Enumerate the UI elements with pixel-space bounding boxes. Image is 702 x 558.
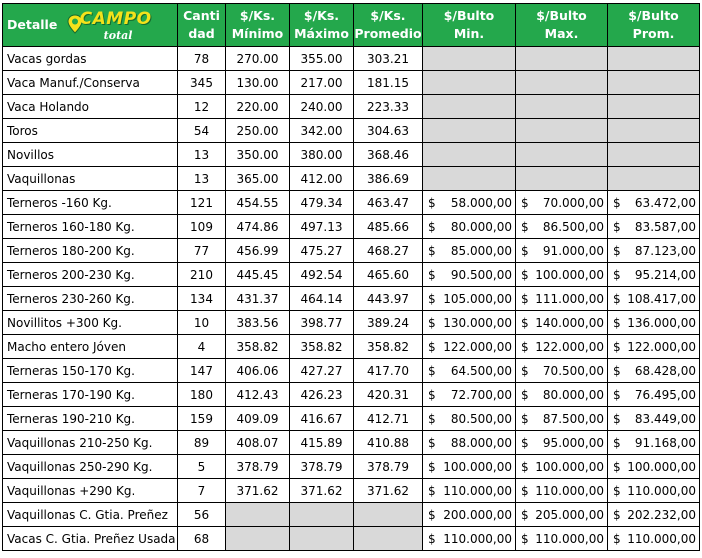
row-prom-ks: 303.21	[354, 47, 423, 71]
amount: 91.000,00	[542, 243, 604, 258]
row-bulto-prom	[608, 263, 700, 287]
row-bulto-max	[516, 431, 608, 455]
amount: 105.000,00	[443, 291, 512, 306]
table-row	[3, 455, 700, 479]
currency-symbol: $	[428, 219, 436, 234]
amount: 110.000,00	[535, 531, 604, 546]
amount: 110.000,00	[627, 531, 696, 546]
amount: 76.495,00	[634, 387, 696, 402]
row-cantidad: 159	[178, 407, 226, 431]
currency-symbol: $	[428, 411, 436, 426]
row-bulto-min	[423, 311, 516, 335]
amount: 70.000,00	[542, 195, 604, 210]
currency-symbol: $	[521, 363, 529, 378]
row-min-ks: 220.00	[226, 95, 290, 119]
row-detalle: Vaquillonas C. Gtia. Preñez	[3, 503, 178, 527]
amount: 72.700,00	[450, 387, 512, 402]
currency-symbol: $	[613, 243, 621, 258]
amount: 100.000,00	[535, 267, 604, 282]
currency-symbol: $	[613, 507, 621, 522]
amount: 122.000,00	[443, 339, 512, 354]
currency-symbol: $	[428, 363, 436, 378]
header-bulto-max: $/Bulto Max.	[516, 4, 608, 47]
currency-symbol: $	[521, 531, 529, 546]
currency-symbol: $	[521, 483, 529, 498]
row-min-ks: 371.62	[226, 479, 290, 503]
amount: 110.000,00	[443, 531, 512, 546]
row-bulto-prom	[608, 407, 700, 431]
row-prom-ks: 378.79	[354, 455, 423, 479]
empty-cell	[423, 71, 516, 95]
row-detalle: Terneras 190-210 Kg.	[3, 407, 178, 431]
row-bulto-max	[516, 311, 608, 335]
row-prom-ks: 420.31	[354, 383, 423, 407]
amount: 200.000,00	[443, 507, 512, 522]
currency-symbol: $	[428, 459, 436, 474]
row-detalle: Vacas C. Gtia. Preñez Usada	[3, 527, 178, 551]
row-prom-ks: 417.70	[354, 359, 423, 383]
row-bulto-min	[423, 479, 516, 503]
row-bulto-min	[423, 263, 516, 287]
row-max-ks: 371.62	[290, 479, 354, 503]
row-bulto-max	[516, 215, 608, 239]
row-detalle: Terneros 180-200 Kg.	[3, 239, 178, 263]
row-min-ks: 408.07	[226, 431, 290, 455]
amount: 100.000,00	[443, 459, 512, 474]
row-min-ks: 378.79	[226, 455, 290, 479]
currency-symbol: $	[428, 531, 436, 546]
empty-cell	[423, 95, 516, 119]
row-max-ks: 415.89	[290, 431, 354, 455]
currency-symbol: $	[428, 195, 436, 210]
row-min-ks: 456.99	[226, 239, 290, 263]
header-row	[3, 4, 700, 47]
row-prom-ks: 223.33	[354, 95, 423, 119]
row-max-ks: 497.13	[290, 215, 354, 239]
amount: 100.000,00	[627, 459, 696, 474]
amount: 68.428,00	[634, 363, 696, 378]
row-detalle: Toros	[3, 119, 178, 143]
row-bulto-prom	[608, 287, 700, 311]
row-detalle: Vaquillonas 250-290 Kg.	[3, 455, 178, 479]
row-bulto-prom	[608, 335, 700, 359]
row-max-ks: 464.14	[290, 287, 354, 311]
logo-main-text: CAMPO	[79, 9, 152, 29]
row-prom-ks: 181.15	[354, 71, 423, 95]
row-cantidad: 68	[178, 527, 226, 551]
amount: 91.168,00	[634, 435, 696, 450]
row-cantidad: 7	[178, 479, 226, 503]
row-min-ks: 431.37	[226, 287, 290, 311]
row-detalle: Vaquillonas 210-250 Kg.	[3, 431, 178, 455]
table-row	[3, 239, 700, 263]
row-max-ks: 355.00	[290, 47, 354, 71]
row-min-ks: 409.09	[226, 407, 290, 431]
table-row	[3, 263, 700, 287]
row-cantidad: 89	[178, 431, 226, 455]
empty-cell	[608, 143, 700, 167]
row-prom-ks: 485.66	[354, 215, 423, 239]
row-bulto-min	[423, 239, 516, 263]
currency-symbol: $	[521, 387, 529, 402]
row-bulto-prom	[608, 455, 700, 479]
row-prom-ks: 463.47	[354, 191, 423, 215]
row-detalle: Novillos	[3, 143, 178, 167]
amount: 122.000,00	[627, 339, 696, 354]
row-bulto-prom	[608, 383, 700, 407]
row-prom-ks: 389.24	[354, 311, 423, 335]
row-min-ks: 383.56	[226, 311, 290, 335]
empty-cell	[226, 527, 290, 551]
table-body	[3, 47, 700, 551]
amount: 63.472,00	[634, 195, 696, 210]
row-bulto-max	[516, 239, 608, 263]
currency-symbol: $	[613, 459, 621, 474]
header-detalle-label: Detalle	[7, 17, 58, 32]
row-max-ks: 378.79	[290, 455, 354, 479]
header-bulto-prom: $/Bulto Prom.	[608, 4, 700, 47]
amount: 100.000,00	[535, 459, 604, 474]
currency-symbol: $	[613, 531, 621, 546]
table-row	[3, 335, 700, 359]
row-bulto-max	[516, 455, 608, 479]
currency-symbol: $	[613, 483, 621, 498]
currency-symbol: $	[428, 243, 436, 258]
empty-cell	[423, 119, 516, 143]
row-bulto-max	[516, 335, 608, 359]
row-cantidad: 10	[178, 311, 226, 335]
empty-cell	[516, 71, 608, 95]
amount: 95.000,00	[542, 435, 604, 450]
amount: 83.449,00	[634, 411, 696, 426]
empty-cell	[423, 47, 516, 71]
row-bulto-prom	[608, 503, 700, 527]
amount: 88.000,00	[450, 435, 512, 450]
currency-symbol: $	[428, 483, 436, 498]
currency-symbol: $	[521, 507, 529, 522]
row-bulto-prom	[608, 191, 700, 215]
price-table	[2, 3, 700, 551]
row-detalle: Vaca Manuf./Conserva	[3, 71, 178, 95]
row-cantidad: 13	[178, 143, 226, 167]
row-bulto-max	[516, 383, 608, 407]
row-cantidad: 5	[178, 455, 226, 479]
row-max-ks: 398.77	[290, 311, 354, 335]
currency-symbol: $	[521, 195, 529, 210]
currency-symbol: $	[428, 435, 436, 450]
row-max-ks: 217.00	[290, 71, 354, 95]
row-min-ks: 454.55	[226, 191, 290, 215]
row-min-ks: 350.00	[226, 143, 290, 167]
currency-symbol: $	[613, 291, 621, 306]
currency-symbol: $	[428, 507, 436, 522]
row-detalle: Terneros -160 Kg.	[3, 191, 178, 215]
row-cantidad: 54	[178, 119, 226, 143]
currency-symbol: $	[521, 219, 529, 234]
row-cantidad: 4	[178, 335, 226, 359]
amount: 87.123,00	[634, 243, 696, 258]
empty-cell	[516, 47, 608, 71]
table-row	[3, 143, 700, 167]
header-cantidad: Canti dad	[178, 4, 226, 47]
row-bulto-max	[516, 479, 608, 503]
row-cantidad: 180	[178, 383, 226, 407]
amount: 95.214,00	[634, 267, 696, 282]
table-row	[3, 71, 700, 95]
row-max-ks: 342.00	[290, 119, 354, 143]
amount: 80.000,00	[542, 387, 604, 402]
empty-cell	[354, 503, 423, 527]
currency-symbol: $	[521, 339, 529, 354]
row-detalle: Terneras 170-190 Kg.	[3, 383, 178, 407]
row-max-ks: 412.00	[290, 167, 354, 191]
row-bulto-min	[423, 407, 516, 431]
row-bulto-min	[423, 383, 516, 407]
row-bulto-max	[516, 263, 608, 287]
row-bulto-min	[423, 455, 516, 479]
table-row	[3, 407, 700, 431]
row-bulto-max	[516, 407, 608, 431]
currency-symbol: $	[613, 339, 621, 354]
currency-symbol: $	[613, 363, 621, 378]
table-row	[3, 95, 700, 119]
row-detalle: Terneros 160-180 Kg.	[3, 215, 178, 239]
table-row	[3, 503, 700, 527]
row-max-ks: 492.54	[290, 263, 354, 287]
row-max-ks: 426.23	[290, 383, 354, 407]
amount: 140.000,00	[535, 315, 604, 330]
row-min-ks: 250.00	[226, 119, 290, 143]
amount: 87.500,00	[542, 411, 604, 426]
empty-cell	[226, 503, 290, 527]
row-detalle: Macho entero Jóven	[3, 335, 178, 359]
header-bulto-min: $/Bulto Min.	[423, 4, 516, 47]
table-row	[3, 527, 700, 551]
row-max-ks: 380.00	[290, 143, 354, 167]
currency-symbol: $	[613, 195, 621, 210]
price-table-container	[2, 3, 700, 551]
table-row	[3, 167, 700, 191]
row-detalle: Vaquillonas +290 Kg.	[3, 479, 178, 503]
row-bulto-max	[516, 503, 608, 527]
amount: 110.000,00	[443, 483, 512, 498]
row-bulto-min	[423, 287, 516, 311]
row-cantidad: 210	[178, 263, 226, 287]
row-bulto-prom	[608, 239, 700, 263]
currency-symbol: $	[521, 411, 529, 426]
row-prom-ks: 371.62	[354, 479, 423, 503]
currency-symbol: $	[428, 387, 436, 402]
amount: 83.587,00	[634, 219, 696, 234]
currency-symbol: $	[613, 315, 621, 330]
amount: 130.000,00	[443, 315, 512, 330]
row-bulto-prom	[608, 479, 700, 503]
row-bulto-prom	[608, 311, 700, 335]
amount: 80.000,00	[450, 219, 512, 234]
row-detalle: Terneros 200-230 Kg.	[3, 263, 178, 287]
row-cantidad: 121	[178, 191, 226, 215]
amount: 70.500,00	[542, 363, 604, 378]
currency-symbol: $	[521, 315, 529, 330]
currency-symbol: $	[613, 219, 621, 234]
empty-cell	[516, 167, 608, 191]
currency-symbol: $	[521, 291, 529, 306]
empty-cell	[516, 119, 608, 143]
empty-cell	[516, 143, 608, 167]
row-detalle: Terneras 150-170 Kg.	[3, 359, 178, 383]
logo-sub-text: total	[103, 29, 133, 42]
row-min-ks: 130.00	[226, 71, 290, 95]
row-cantidad: 56	[178, 503, 226, 527]
row-min-ks: 358.82	[226, 335, 290, 359]
row-prom-ks: 465.60	[354, 263, 423, 287]
row-bulto-max	[516, 359, 608, 383]
currency-symbol: $	[613, 411, 621, 426]
row-bulto-min	[423, 503, 516, 527]
row-bulto-min	[423, 335, 516, 359]
row-cantidad: 12	[178, 95, 226, 119]
amount: 85.000,00	[450, 243, 512, 258]
row-min-ks: 406.06	[226, 359, 290, 383]
row-bulto-min	[423, 527, 516, 551]
row-max-ks: 358.82	[290, 335, 354, 359]
row-bulto-prom	[608, 359, 700, 383]
amount: 58.000,00	[450, 195, 512, 210]
row-bulto-max	[516, 287, 608, 311]
empty-cell	[423, 143, 516, 167]
row-min-ks: 445.45	[226, 263, 290, 287]
amount: 86.500,00	[542, 219, 604, 234]
table-row	[3, 311, 700, 335]
table-row	[3, 383, 700, 407]
amount: 111.000,00	[535, 291, 604, 306]
row-max-ks: 475.27	[290, 239, 354, 263]
amount: 136.000,00	[627, 315, 696, 330]
empty-cell	[608, 47, 700, 71]
currency-symbol: $	[521, 267, 529, 282]
amount: 205.000,00	[535, 507, 604, 522]
row-prom-ks: 412.71	[354, 407, 423, 431]
header-prom-ks: $/Ks. Promedio	[354, 4, 423, 47]
row-max-ks: 479.34	[290, 191, 354, 215]
row-prom-ks: 468.27	[354, 239, 423, 263]
row-prom-ks: 358.82	[354, 335, 423, 359]
empty-cell	[608, 119, 700, 143]
row-bulto-min	[423, 215, 516, 239]
table-row	[3, 359, 700, 383]
currency-symbol: $	[521, 243, 529, 258]
table-row	[3, 191, 700, 215]
row-bulto-prom	[608, 527, 700, 551]
amount: 122.000,00	[535, 339, 604, 354]
table-row	[3, 47, 700, 71]
amount: 64.500,00	[450, 363, 512, 378]
row-detalle: Vaca Holando	[3, 95, 178, 119]
row-bulto-min	[423, 431, 516, 455]
empty-cell	[290, 527, 354, 551]
table-row	[3, 215, 700, 239]
header-detalle	[3, 4, 178, 47]
row-min-ks: 474.86	[226, 215, 290, 239]
table-row	[3, 479, 700, 503]
header-min-ks: $/Ks. Mínimo	[226, 4, 290, 47]
row-bulto-max	[516, 191, 608, 215]
currency-symbol: $	[613, 267, 621, 282]
currency-symbol: $	[521, 459, 529, 474]
empty-cell	[423, 167, 516, 191]
row-bulto-prom	[608, 215, 700, 239]
row-prom-ks: 386.69	[354, 167, 423, 191]
amount: 108.417,00	[627, 291, 696, 306]
amount: 202.232,00	[627, 507, 696, 522]
row-bulto-min	[423, 191, 516, 215]
row-detalle: Vacas gordas	[3, 47, 178, 71]
empty-cell	[608, 95, 700, 119]
currency-symbol: $	[428, 267, 436, 282]
row-min-ks: 365.00	[226, 167, 290, 191]
row-max-ks: 240.00	[290, 95, 354, 119]
empty-cell	[608, 71, 700, 95]
currency-symbol: $	[428, 315, 436, 330]
currency-symbol: $	[428, 339, 436, 354]
empty-cell	[516, 95, 608, 119]
currency-symbol: $	[613, 435, 621, 450]
amount: 90.500,00	[450, 267, 512, 282]
row-cantidad: 345	[178, 71, 226, 95]
row-min-ks: 412.43	[226, 383, 290, 407]
row-bulto-prom	[608, 431, 700, 455]
row-prom-ks: 443.97	[354, 287, 423, 311]
amount: 110.000,00	[535, 483, 604, 498]
row-max-ks: 427.27	[290, 359, 354, 383]
table-row	[3, 431, 700, 455]
row-cantidad: 109	[178, 215, 226, 239]
row-prom-ks: 304.63	[354, 119, 423, 143]
currency-symbol: $	[428, 291, 436, 306]
row-cantidad: 147	[178, 359, 226, 383]
currency-symbol: $	[521, 435, 529, 450]
row-cantidad: 13	[178, 167, 226, 191]
row-detalle: Novillitos +300 Kg.	[3, 311, 178, 335]
campo-total-logo	[66, 8, 152, 42]
row-prom-ks: 368.46	[354, 143, 423, 167]
row-detalle: Terneros 230-260 Kg.	[3, 287, 178, 311]
empty-cell	[290, 503, 354, 527]
amount: 110.000,00	[627, 483, 696, 498]
row-max-ks: 416.67	[290, 407, 354, 431]
row-min-ks: 270.00	[226, 47, 290, 71]
header-max-ks: $/Ks. Máximo	[290, 4, 354, 47]
row-cantidad: 134	[178, 287, 226, 311]
table-row	[3, 287, 700, 311]
row-cantidad: 77	[178, 239, 226, 263]
row-detalle: Vaquillonas	[3, 167, 178, 191]
empty-cell	[354, 527, 423, 551]
row-bulto-max	[516, 527, 608, 551]
row-prom-ks: 410.88	[354, 431, 423, 455]
currency-symbol: $	[613, 387, 621, 402]
empty-cell	[608, 167, 700, 191]
row-cantidad: 78	[178, 47, 226, 71]
row-bulto-min	[423, 359, 516, 383]
table-row	[3, 119, 700, 143]
amount: 80.500,00	[450, 411, 512, 426]
